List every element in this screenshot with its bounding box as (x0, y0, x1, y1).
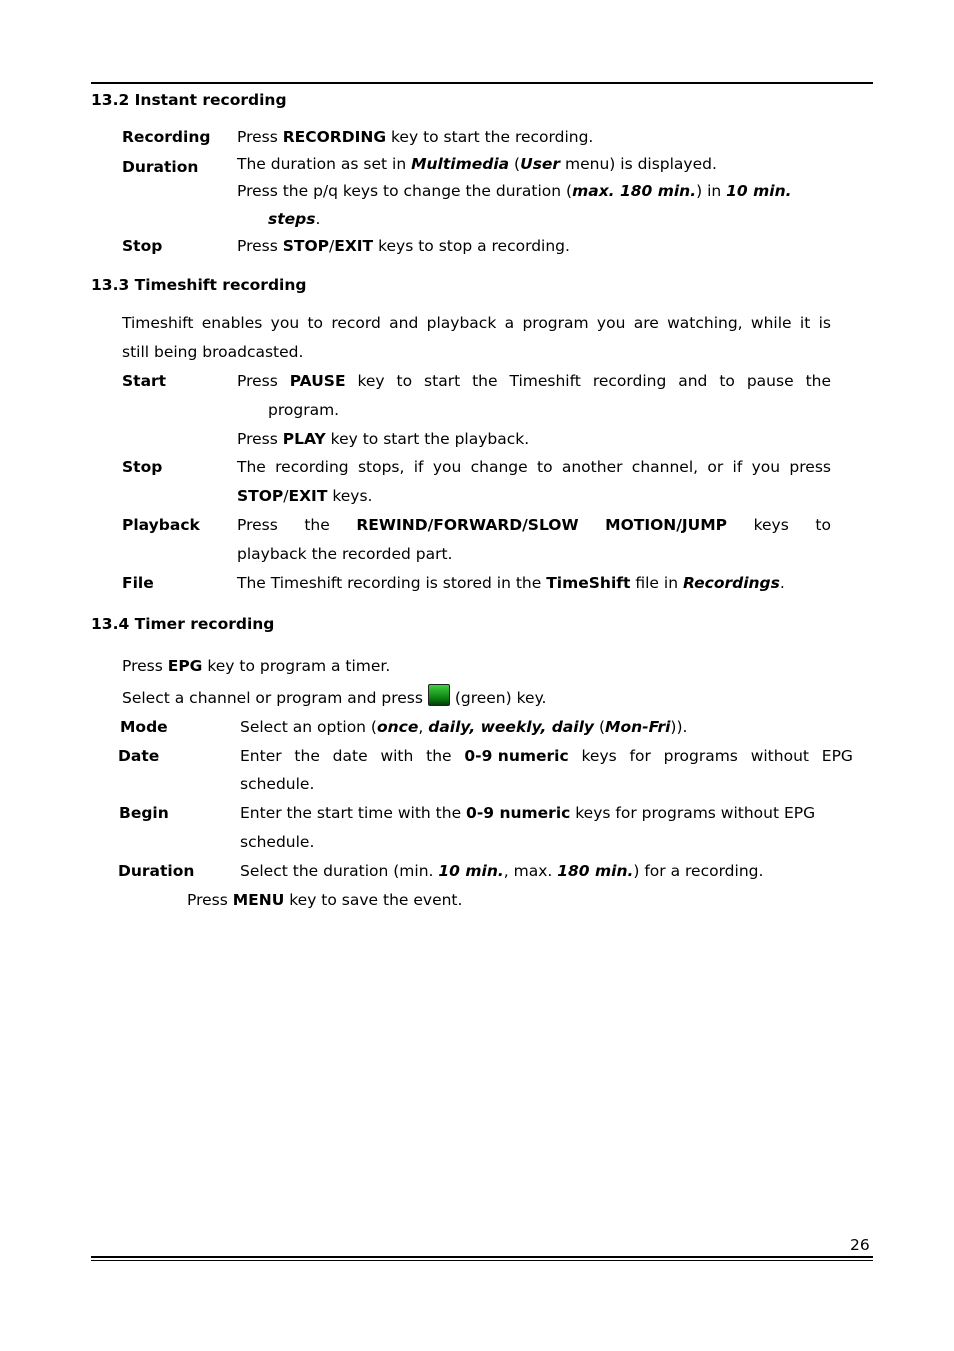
label-file: File (122, 574, 154, 592)
bottom-rule-thin (91, 1260, 873, 1261)
label-mode: Mode (120, 718, 168, 736)
playback-text-1: Press the REWIND/FORWARD/SLOW MOTION/JUMP keys to (237, 516, 831, 534)
label-recording: Recording (122, 128, 211, 146)
date-text-2: schedule. (240, 775, 315, 793)
stop-timeshift-text-1: The recording stops, if you change to another channel, or if you press (237, 458, 831, 476)
duration-text-2: Press the p/q keys to change the duration (max. 180 min.) in 10 min. (237, 182, 792, 200)
label-stop: Stop (122, 237, 163, 255)
stop-timeshift-text-2: STOP/EXIT keys. (237, 487, 373, 505)
bottom-rule (91, 1256, 873, 1258)
label-begin: Begin (119, 804, 169, 822)
label-playback: Playback (122, 516, 200, 534)
date-text-1: Enter the date with the 0-9 numeric keys for programs without EPG (240, 747, 853, 765)
recording-text: Press RECORDING key to start the recording. (237, 128, 594, 146)
green-key-icon (428, 684, 450, 706)
select-channel-text: Select a channel or program and press (green) key. (122, 684, 546, 712)
duration-timer-text: Select the duration (min. 10 min., max. 180 min.) for a recording. (240, 862, 764, 880)
mode-text: Select an option (once, daily, weekly, daily (Mon-Fri)). (240, 718, 688, 736)
heading-13-3: 13.3 Timeshift recording (91, 276, 307, 294)
begin-text-2: schedule. (240, 833, 315, 851)
menu-save-text: Press MENU key to save the event. (187, 891, 463, 909)
label-date: Date (118, 747, 160, 765)
start-text-2: program. (268, 401, 340, 419)
duration-text-1: The duration as set in Multimedia (User menu) is displayed. (237, 155, 717, 173)
label-duration: Duration (122, 158, 199, 176)
label-start: Start (122, 372, 167, 390)
start-text-1: Press PAUSE key to start the Timeshift recording and to pause the (237, 372, 831, 390)
file-text: The Timeshift recording is stored in the TimeShift file in Recordings. (237, 574, 785, 592)
page-number: 26 (850, 1236, 870, 1254)
label-stop-timeshift: Stop (122, 458, 163, 476)
top-rule (91, 82, 873, 84)
label-duration-timer: Duration (118, 862, 195, 880)
heading-13-4: 13.4 Timer recording (91, 615, 275, 633)
playback-text-2: playback the recorded part. (237, 545, 453, 563)
begin-text-1: Enter the start time with the 0-9 numeric keys for programs without EPG (240, 804, 816, 822)
duration-text-3: steps. (268, 210, 321, 228)
timeshift-intro-2: still being broadcasted. (122, 343, 304, 361)
stop-text: Press STOP/EXIT keys to stop a recording. (237, 237, 570, 255)
start-text-3: Press PLAY key to start the playback. (237, 430, 530, 448)
heading-13-2: 13.2 Instant recording (91, 91, 287, 109)
epg-text: Press EPG key to program a timer. (122, 657, 391, 675)
timeshift-intro-1: Timeshift enables you to record and playback a program you are watching, while it is (122, 314, 831, 332)
